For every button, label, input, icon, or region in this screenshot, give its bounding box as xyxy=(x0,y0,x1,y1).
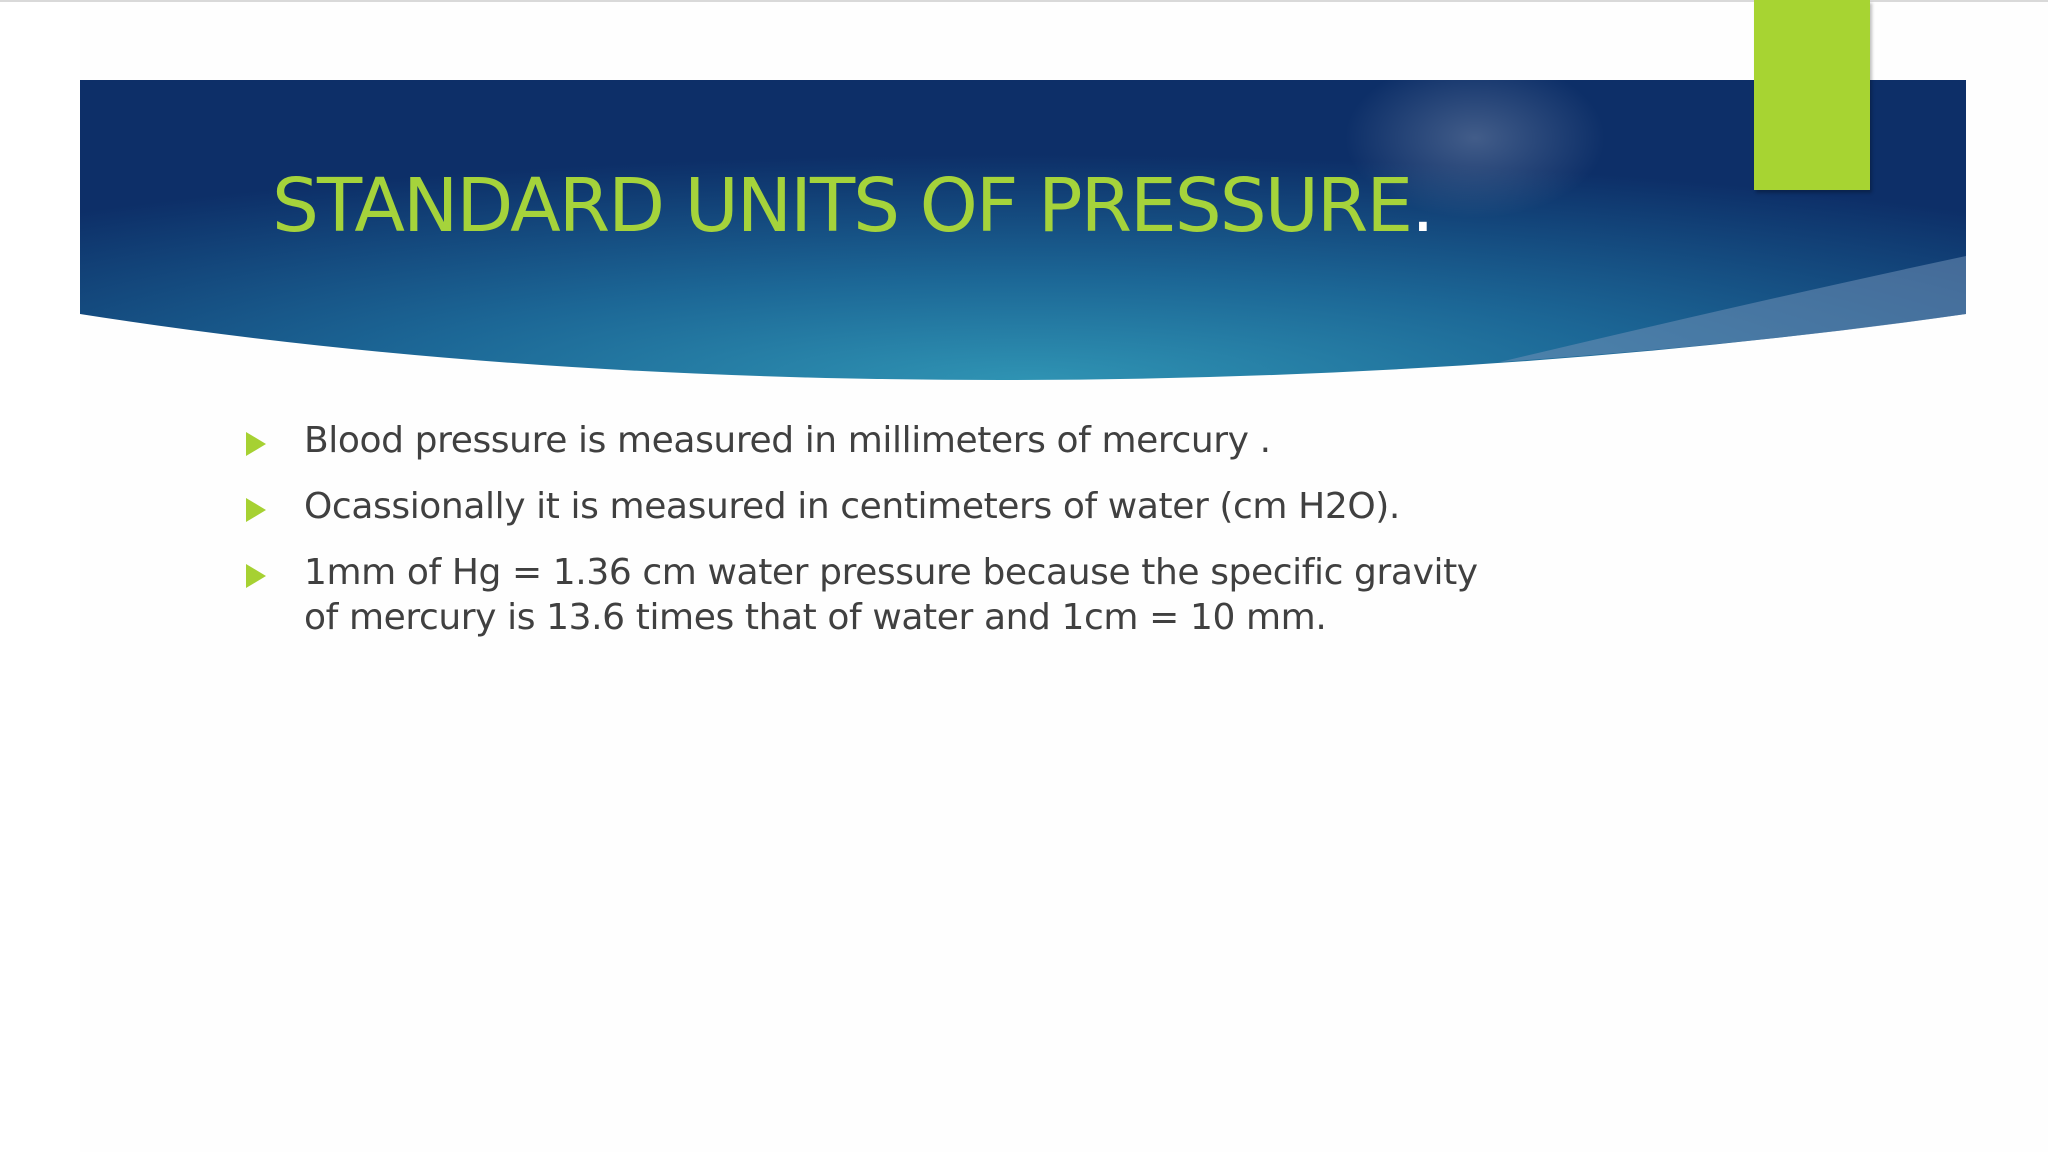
bullet-item xyxy=(246,484,1506,529)
bullet-list xyxy=(246,418,1506,661)
accent-tab xyxy=(1754,0,1870,190)
slide-title xyxy=(272,156,1433,256)
slide-title-text: STANDARD UNITS OF PRESSURE xyxy=(272,163,1412,249)
bullet-text: 1mm of Hg = 1.36 cm water pressure because the specific gravity of mercury is 13.6 times that of water and 1cm = 10 mm. xyxy=(304,552,1478,638)
triangle-right-icon xyxy=(246,564,266,588)
bullet-text: Blood pressure is measured in millimeters of mercury . xyxy=(304,420,1271,461)
triangle-right-icon xyxy=(246,432,266,456)
slide-title-period: . xyxy=(1411,163,1433,249)
bullet-text: Ocassionally it is measured in centimeters of water (cm H2O). xyxy=(304,486,1400,527)
triangle-right-icon xyxy=(246,498,266,522)
bullet-item xyxy=(246,550,1506,640)
bullet-item xyxy=(246,418,1506,463)
